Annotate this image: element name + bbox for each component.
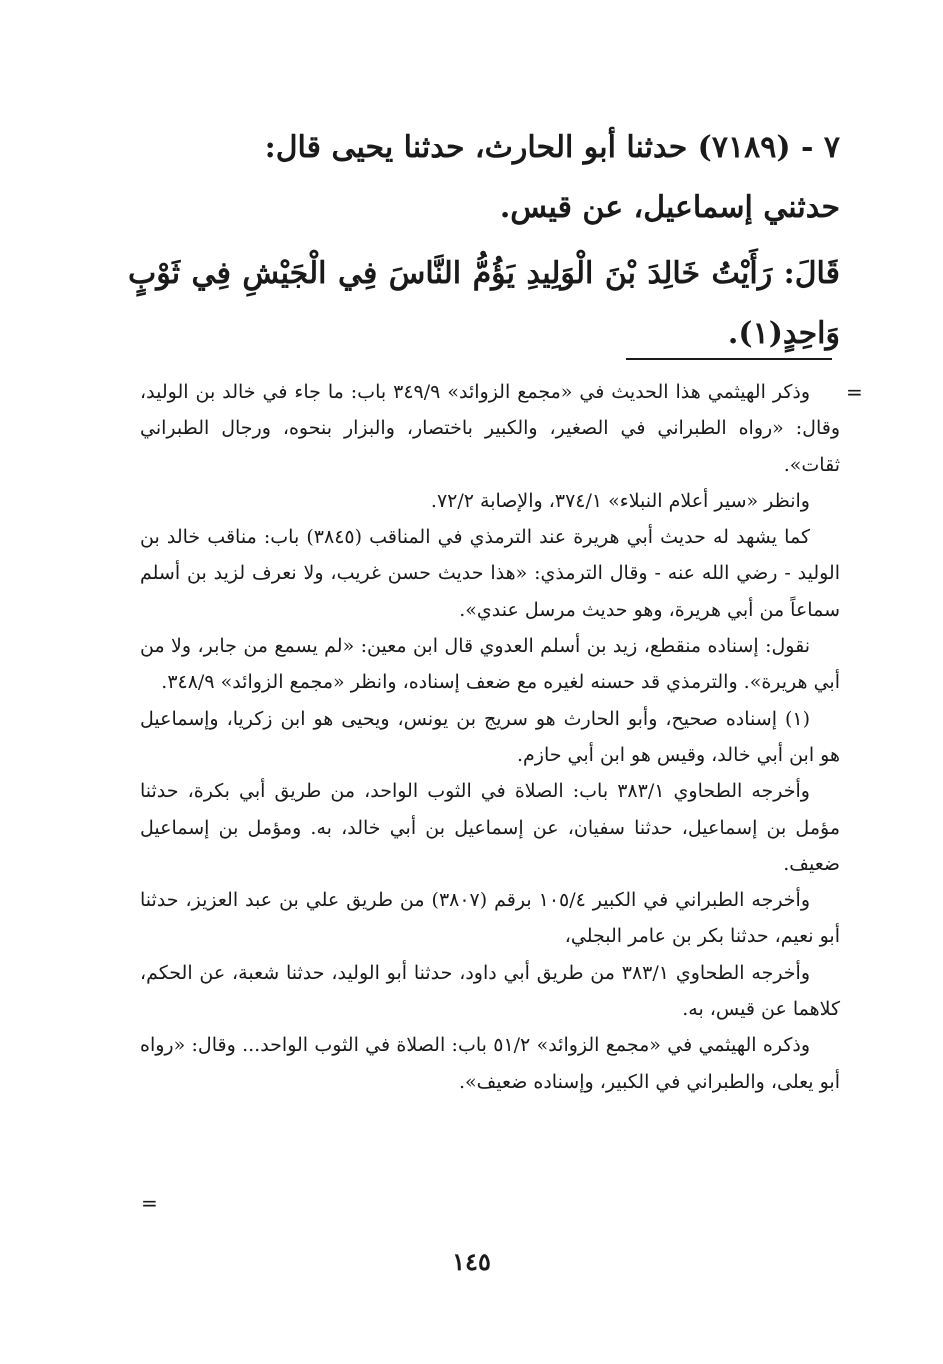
footnote-paragraph: وذكره الهيثمي في «مجمع الزوائد» ٥١/٢ باب: الصلاة في الثوب الواحد... وقال: «رواه أبو يعلى، والطبراني في الكبير، وإسناده ضعيف». [140,1034,840,1093]
footnote-paragraph: وانظر «سير أعلام النبلاء» ٣٧٤/١، والإصابة ٧٢/٢. [430,489,810,512]
hadith-isnad-line-1: ٧ - (٧١٨٩) حدثنا أبو الحارث، حدثنا يحيى قال: [264,130,840,165]
footnote-paragraph: نقول: إسناده منقطع، زيد بن أسلم العدوي قال ابن معين: «لم يسمع من جابر، ولا من أبي هريرة». والترمذي قد حسنه لغيره مع ضعف إسناده، وانظر «مجمع الزوائد» ٣٤٨/٩. [140,635,840,694]
footnote-continuation-mark: = [846,380,863,404]
footnote-paragraph: وذكر الهيثمي هذا الحديث في «مجمع الزوائد» ٣٤٩/٩ باب: ما جاء في خالد بن الوليد، وقال: «رواه الطبراني في الصغير، والكبير باختصار، والبزار بنحوه، ورجال الطبراني ثقات». [140,381,840,476]
footnote-continues-mark: = [141,1191,158,1215]
hadith-block [128,118,840,364]
hadith-isnad-line-2: حدثني إسماعيل، عن قيس. [499,190,840,225]
page-number: ١٤٥ [452,1247,491,1276]
hadith-matn: قَالَ: رَأَيْتُ خَالِدَ بْنَ الْوَلِيدِ يَؤُمُّ النَّاسَ فِي الْجَيْشِ فِي ثَوْبٍ وَاحِدٍ(١). [128,256,840,351]
footnote-paragraph: (١) إسناده صحيح، وأبو الحارث هو سريج بن يونس، ويحيى هو ابن زكريا، وإسماعيل هو ابن أبي خالد، وقيس هو ابن أبي حازم. [140,707,840,766]
footnote-paragraph: وأخرجه الطبراني في الكبير ١٠٥/٤ برقم (٣٨٠٧) من طريق علي بن عبد العزيز، حدثنا أبو نعيم، حدثنا بكر بن عامر البجلي، [140,889,840,948]
footnotes [140,374,840,1100]
footnote-paragraph: كما يشهد له حديث أبي هريرة عند الترمذي في المناقب (٣٨٤٥) باب: مناقب خالد بن الوليد - رضي الله عنه - وقال الترمذي: «هذا حديث حسن غريب، ولا نعرف لزيد بن أسلم سماعاً من أبي هريرة، وهو حديث مرسل عندي». [140,526,840,621]
footnote-paragraph: وأخرجه الطحاوي ٣٨٣/١ باب: الصلاة في الثوب الواحد، من طريق أبي بكرة، حدثنا مؤمل بن إسماعيل، حدثنا سفيان، عن إسماعيل بن أبي خالد، به. ومؤمل بن إسماعيل ضعيف. [140,780,840,875]
footnote-paragraph: وأخرجه الطحاوي ٣٨٣/١ من طريق أبي داود، حدثنا أبو الوليد، حدثنا شعبة، عن الحكم، كلاهما عن قيس، به. [140,961,840,1021]
footnote-separator [626,358,832,360]
